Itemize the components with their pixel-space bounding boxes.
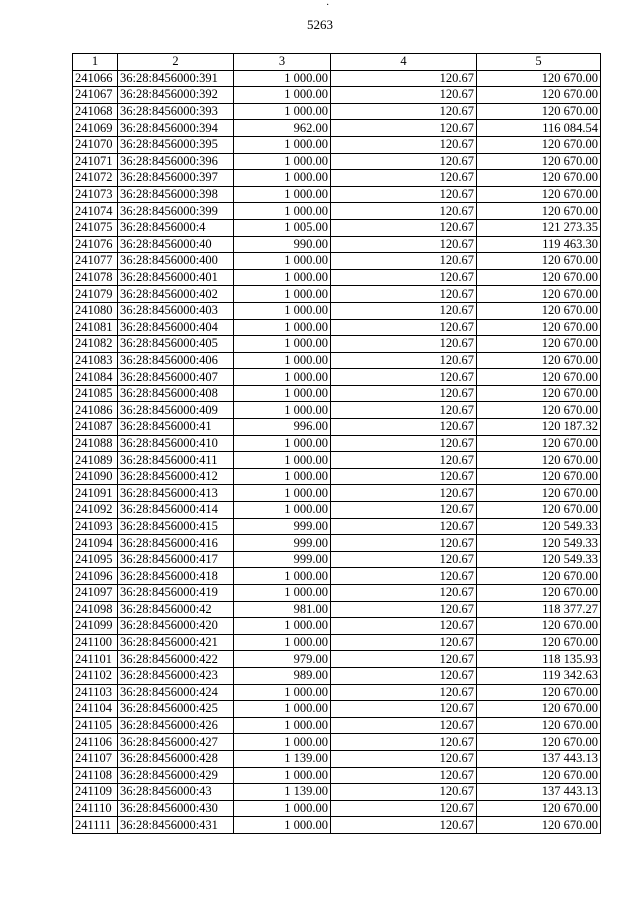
row-number-cell: 241106	[73, 734, 118, 751]
row-number-cell: 241087	[73, 419, 118, 436]
value-cell: 120 670.00	[477, 800, 601, 817]
area-cell: 989.00	[234, 667, 331, 684]
value-cell: 120 670.00	[477, 336, 601, 353]
table-row	[73, 618, 601, 635]
row-number-cell: 241105	[73, 717, 118, 734]
cadastral-number-cell: 36:28:8456000:424	[118, 684, 234, 701]
table-row	[73, 800, 601, 817]
area-cell: 1 139.00	[234, 750, 331, 767]
rate-cell: 120.67	[331, 585, 477, 602]
cadastral-number-cell: 36:28:8456000:409	[118, 402, 234, 419]
value-cell: 120 670.00	[477, 385, 601, 402]
row-number-cell: 241107	[73, 750, 118, 767]
area-cell: 1 000.00	[234, 286, 331, 303]
page-mark: ·	[326, 0, 330, 11]
table-row	[73, 236, 601, 253]
rate-cell: 120.67	[331, 352, 477, 369]
area-cell: 1 000.00	[234, 585, 331, 602]
cadastral-number-cell: 36:28:8456000:394	[118, 120, 234, 137]
row-number-cell: 241072	[73, 170, 118, 187]
row-number-cell: 241092	[73, 502, 118, 519]
area-cell: 1 000.00	[234, 385, 331, 402]
area-cell: 981.00	[234, 601, 331, 618]
row-number-cell: 241081	[73, 319, 118, 336]
cadastral-number-cell: 36:28:8456000:41	[118, 419, 234, 436]
area-cell: 1 000.00	[234, 87, 331, 104]
table-row	[73, 585, 601, 602]
cadastral-number-cell: 36:28:8456000:417	[118, 551, 234, 568]
rate-cell: 120.67	[331, 385, 477, 402]
value-cell: 120 670.00	[477, 767, 601, 784]
value-cell: 120 670.00	[477, 568, 601, 585]
row-number-cell: 241067	[73, 87, 118, 104]
table-row	[73, 551, 601, 568]
table-row	[73, 767, 601, 784]
area-cell: 1 000.00	[234, 369, 331, 386]
cadastral-number-cell: 36:28:8456000:402	[118, 286, 234, 303]
value-cell: 120 670.00	[477, 717, 601, 734]
column-header-4: 4	[331, 54, 477, 71]
value-cell: 120 670.00	[477, 286, 601, 303]
cadastral-number-cell: 36:28:8456000:416	[118, 535, 234, 552]
row-number-cell: 241093	[73, 518, 118, 535]
cadastral-number-cell: 36:28:8456000:400	[118, 253, 234, 270]
table-row	[73, 302, 601, 319]
value-cell: 120 670.00	[477, 502, 601, 519]
rate-cell: 120.67	[331, 452, 477, 469]
table-row	[73, 385, 601, 402]
value-cell: 120 670.00	[477, 701, 601, 718]
table-row	[73, 203, 601, 220]
rate-cell: 120.67	[331, 485, 477, 502]
rate-cell: 120.67	[331, 170, 477, 187]
header-row	[73, 54, 601, 71]
row-number-cell: 241109	[73, 784, 118, 801]
table-row	[73, 468, 601, 485]
table-row	[73, 535, 601, 552]
row-number-cell: 241083	[73, 352, 118, 369]
area-cell: 1 000.00	[234, 302, 331, 319]
cadastral-number-cell: 36:28:8456000:418	[118, 568, 234, 585]
row-number-cell: 241070	[73, 136, 118, 153]
cadastral-value-table	[72, 53, 601, 834]
area-cell: 1 139.00	[234, 784, 331, 801]
rate-cell: 120.67	[331, 684, 477, 701]
area-cell: 1 000.00	[234, 618, 331, 635]
cadastral-number-cell: 36:28:8456000:431	[118, 817, 234, 834]
value-cell: 118 377.27	[477, 601, 601, 618]
value-cell: 120 187.32	[477, 419, 601, 436]
cadastral-number-cell: 36:28:8456000:422	[118, 651, 234, 668]
value-cell: 121 273.35	[477, 219, 601, 236]
area-cell: 999.00	[234, 535, 331, 552]
value-cell: 120 670.00	[477, 369, 601, 386]
cadastral-number-cell: 36:28:8456000:396	[118, 153, 234, 170]
table-row	[73, 684, 601, 701]
row-number-cell: 241100	[73, 634, 118, 651]
rate-cell: 120.67	[331, 618, 477, 635]
rate-cell: 120.67	[331, 286, 477, 303]
row-number-cell: 241101	[73, 651, 118, 668]
cadastral-number-cell: 36:28:8456000:406	[118, 352, 234, 369]
value-cell: 120 670.00	[477, 734, 601, 751]
column-header-3: 3	[234, 54, 331, 71]
area-cell: 962.00	[234, 120, 331, 137]
cadastral-number-cell: 36:28:8456000:420	[118, 618, 234, 635]
row-number-cell: 241103	[73, 684, 118, 701]
table-row	[73, 750, 601, 767]
rate-cell: 120.67	[331, 120, 477, 137]
table-row	[73, 369, 601, 386]
row-number-cell: 241097	[73, 585, 118, 602]
row-number-cell: 241091	[73, 485, 118, 502]
table-row	[73, 634, 601, 651]
value-cell: 120 670.00	[477, 634, 601, 651]
rate-cell: 120.67	[331, 568, 477, 585]
value-cell: 120 670.00	[477, 186, 601, 203]
area-cell: 1 000.00	[234, 701, 331, 718]
cadastral-number-cell: 36:28:8456000:4	[118, 219, 234, 236]
cadastral-number-cell: 36:28:8456000:415	[118, 518, 234, 535]
cadastral-number-cell: 36:28:8456000:393	[118, 103, 234, 120]
row-number-cell: 241071	[73, 153, 118, 170]
area-cell: 1 000.00	[234, 817, 331, 834]
rate-cell: 120.67	[331, 253, 477, 270]
rate-cell: 120.67	[331, 70, 477, 87]
value-cell: 137 443.13	[477, 750, 601, 767]
row-number-cell: 241074	[73, 203, 118, 220]
rate-cell: 120.67	[331, 369, 477, 386]
row-number-cell: 241111	[73, 817, 118, 834]
area-cell: 979.00	[234, 651, 331, 668]
rate-cell: 120.67	[331, 800, 477, 817]
value-cell: 120 670.00	[477, 352, 601, 369]
table-row	[73, 286, 601, 303]
rate-cell: 120.67	[331, 701, 477, 718]
area-cell: 990.00	[234, 236, 331, 253]
area-cell: 1 000.00	[234, 767, 331, 784]
cadastral-number-cell: 36:28:8456000:428	[118, 750, 234, 767]
cadastral-number-cell: 36:28:8456000:429	[118, 767, 234, 784]
row-number-cell: 241073	[73, 186, 118, 203]
area-cell: 1 000.00	[234, 253, 331, 270]
area-cell: 1 000.00	[234, 136, 331, 153]
value-cell: 120 549.33	[477, 535, 601, 552]
table-row	[73, 319, 601, 336]
cadastral-number-cell: 36:28:8456000:399	[118, 203, 234, 220]
cadastral-number-cell: 36:28:8456000:411	[118, 452, 234, 469]
cadastral-number-cell: 36:28:8456000:40	[118, 236, 234, 253]
table-row	[73, 352, 601, 369]
value-cell: 120 670.00	[477, 253, 601, 270]
row-number-cell: 241066	[73, 70, 118, 87]
table-row	[73, 601, 601, 618]
table-body	[73, 70, 601, 833]
row-number-cell: 241096	[73, 568, 118, 585]
table-row	[73, 701, 601, 718]
cadastral-number-cell: 36:28:8456000:419	[118, 585, 234, 602]
value-cell: 120 670.00	[477, 468, 601, 485]
row-number-cell: 241076	[73, 236, 118, 253]
page-number: 5263	[307, 17, 333, 32]
table-row	[73, 452, 601, 469]
rate-cell: 120.67	[331, 634, 477, 651]
row-number-cell: 241084	[73, 369, 118, 386]
cadastral-number-cell: 36:28:8456000:426	[118, 717, 234, 734]
table-row	[73, 784, 601, 801]
cadastral-number-cell: 36:28:8456000:397	[118, 170, 234, 187]
cadastral-number-cell: 36:28:8456000:414	[118, 502, 234, 519]
value-cell: 120 670.00	[477, 402, 601, 419]
rate-cell: 120.67	[331, 435, 477, 452]
cadastral-number-cell: 36:28:8456000:398	[118, 186, 234, 203]
rate-cell: 120.67	[331, 103, 477, 120]
row-number-cell: 241094	[73, 535, 118, 552]
table-row	[73, 651, 601, 668]
row-number-cell: 241082	[73, 336, 118, 353]
row-number-cell: 241085	[73, 385, 118, 402]
rate-cell: 120.67	[331, 817, 477, 834]
row-number-cell: 241088	[73, 435, 118, 452]
value-cell: 120 670.00	[477, 302, 601, 319]
table-row	[73, 136, 601, 153]
value-cell: 120 670.00	[477, 319, 601, 336]
area-cell: 1 000.00	[234, 800, 331, 817]
table-row	[73, 103, 601, 120]
cadastral-number-cell: 36:28:8456000:43	[118, 784, 234, 801]
row-number-cell: 241077	[73, 253, 118, 270]
value-cell: 120 670.00	[477, 153, 601, 170]
rate-cell: 120.67	[331, 236, 477, 253]
rate-cell: 120.67	[331, 136, 477, 153]
area-cell: 1 000.00	[234, 452, 331, 469]
value-cell: 120 670.00	[477, 585, 601, 602]
row-number-cell: 241078	[73, 269, 118, 286]
table-row	[73, 518, 601, 535]
value-cell: 120 549.33	[477, 551, 601, 568]
table-row	[73, 734, 601, 751]
row-number-cell: 241079	[73, 286, 118, 303]
rate-cell: 120.67	[331, 203, 477, 220]
area-cell: 1 000.00	[234, 684, 331, 701]
cadastral-number-cell: 36:28:8456000:408	[118, 385, 234, 402]
area-cell: 1 000.00	[234, 103, 331, 120]
area-cell: 1 000.00	[234, 717, 331, 734]
cadastral-number-cell: 36:28:8456000:410	[118, 435, 234, 452]
area-cell: 1 000.00	[234, 352, 331, 369]
value-cell: 116 084.54	[477, 120, 601, 137]
area-cell: 1 000.00	[234, 336, 331, 353]
value-cell: 120 670.00	[477, 485, 601, 502]
rate-cell: 120.67	[331, 419, 477, 436]
area-cell: 1 000.00	[234, 203, 331, 220]
rate-cell: 120.67	[331, 468, 477, 485]
rate-cell: 120.67	[331, 87, 477, 104]
table-row	[73, 186, 601, 203]
row-number-cell: 241090	[73, 468, 118, 485]
value-cell: 120 670.00	[477, 170, 601, 187]
area-cell: 999.00	[234, 551, 331, 568]
rate-cell: 120.67	[331, 750, 477, 767]
rate-cell: 120.67	[331, 784, 477, 801]
table-row	[73, 502, 601, 519]
area-cell: 1 000.00	[234, 153, 331, 170]
value-cell: 120 549.33	[477, 518, 601, 535]
rate-cell: 120.67	[331, 767, 477, 784]
area-cell: 999.00	[234, 518, 331, 535]
row-number-cell: 241108	[73, 767, 118, 784]
row-number-cell: 241095	[73, 551, 118, 568]
cadastral-number-cell: 36:28:8456000:391	[118, 70, 234, 87]
cadastral-number-cell: 36:28:8456000:412	[118, 468, 234, 485]
cadastral-number-cell: 36:28:8456000:392	[118, 87, 234, 104]
value-cell: 120 670.00	[477, 136, 601, 153]
table-row	[73, 170, 601, 187]
column-header-1: 1	[73, 54, 118, 71]
row-number-cell: 241099	[73, 618, 118, 635]
cadastral-number-cell: 36:28:8456000:407	[118, 369, 234, 386]
cadastral-number-cell: 36:28:8456000:427	[118, 734, 234, 751]
table-row	[73, 485, 601, 502]
area-cell: 1 000.00	[234, 485, 331, 502]
area-cell: 1 000.00	[234, 634, 331, 651]
rate-cell: 120.67	[331, 734, 477, 751]
value-cell: 120 670.00	[477, 684, 601, 701]
rate-cell: 120.67	[331, 319, 477, 336]
table-row	[73, 70, 601, 87]
cadastral-number-cell: 36:28:8456000:423	[118, 667, 234, 684]
area-cell: 1 000.00	[234, 568, 331, 585]
rate-cell: 120.67	[331, 302, 477, 319]
value-cell: 120 670.00	[477, 269, 601, 286]
table-row	[73, 402, 601, 419]
table-row	[73, 667, 601, 684]
table-row	[73, 717, 601, 734]
cadastral-number-cell: 36:28:8456000:421	[118, 634, 234, 651]
value-cell: 120 670.00	[477, 70, 601, 87]
cadastral-number-cell: 36:28:8456000:425	[118, 701, 234, 718]
cadastral-number-cell: 36:28:8456000:42	[118, 601, 234, 618]
table-row	[73, 419, 601, 436]
rate-cell: 120.67	[331, 153, 477, 170]
value-cell: 137 443.13	[477, 784, 601, 801]
rate-cell: 120.67	[331, 402, 477, 419]
area-cell: 1 000.00	[234, 170, 331, 187]
area-cell: 1 000.00	[234, 402, 331, 419]
row-number-cell: 241110	[73, 800, 118, 817]
value-cell: 118 135.93	[477, 651, 601, 668]
value-cell: 120 670.00	[477, 103, 601, 120]
row-number-cell: 241069	[73, 120, 118, 137]
rate-cell: 120.67	[331, 535, 477, 552]
cadastral-number-cell: 36:28:8456000:404	[118, 319, 234, 336]
area-cell: 1 000.00	[234, 186, 331, 203]
rate-cell: 120.67	[331, 186, 477, 203]
rate-cell: 120.67	[331, 219, 477, 236]
rate-cell: 120.67	[331, 269, 477, 286]
rate-cell: 120.67	[331, 551, 477, 568]
row-number-cell: 241089	[73, 452, 118, 469]
rate-cell: 120.67	[331, 717, 477, 734]
area-cell: 1 000.00	[234, 269, 331, 286]
value-cell: 120 670.00	[477, 87, 601, 104]
area-cell: 1 000.00	[234, 734, 331, 751]
area-cell: 1 000.00	[234, 502, 331, 519]
area-cell: 1 000.00	[234, 319, 331, 336]
table-row	[73, 568, 601, 585]
rate-cell: 120.67	[331, 667, 477, 684]
table-row	[73, 817, 601, 834]
value-cell: 119 342.63	[477, 667, 601, 684]
value-cell: 120 670.00	[477, 435, 601, 452]
rate-cell: 120.67	[331, 601, 477, 618]
table-row	[73, 435, 601, 452]
row-number-cell: 241102	[73, 667, 118, 684]
cadastral-number-cell: 36:28:8456000:395	[118, 136, 234, 153]
row-number-cell: 241080	[73, 302, 118, 319]
area-cell: 1 000.00	[234, 435, 331, 452]
value-cell: 120 670.00	[477, 618, 601, 635]
table-row	[73, 120, 601, 137]
value-cell: 119 463.30	[477, 236, 601, 253]
row-number-cell: 241075	[73, 219, 118, 236]
rate-cell: 120.67	[331, 518, 477, 535]
rate-cell: 120.67	[331, 502, 477, 519]
row-number-cell: 241086	[73, 402, 118, 419]
table-row	[73, 269, 601, 286]
area-cell: 996.00	[234, 419, 331, 436]
value-cell: 120 670.00	[477, 452, 601, 469]
value-cell: 120 670.00	[477, 817, 601, 834]
row-number-cell: 241068	[73, 103, 118, 120]
cadastral-number-cell: 36:28:8456000:430	[118, 800, 234, 817]
cadastral-number-cell: 36:28:8456000:401	[118, 269, 234, 286]
area-cell: 1 000.00	[234, 70, 331, 87]
area-cell: 1 005.00	[234, 219, 331, 236]
table-row	[73, 219, 601, 236]
cadastral-number-cell: 36:28:8456000:413	[118, 485, 234, 502]
area-cell: 1 000.00	[234, 468, 331, 485]
column-header-2: 2	[118, 54, 234, 71]
rate-cell: 120.67	[331, 336, 477, 353]
table-row	[73, 153, 601, 170]
rate-cell: 120.67	[331, 651, 477, 668]
row-number-cell: 241104	[73, 701, 118, 718]
value-cell: 120 670.00	[477, 203, 601, 220]
table-row	[73, 336, 601, 353]
row-number-cell: 241098	[73, 601, 118, 618]
cadastral-number-cell: 36:28:8456000:405	[118, 336, 234, 353]
cadastral-number-cell: 36:28:8456000:403	[118, 302, 234, 319]
table-row	[73, 253, 601, 270]
column-header-5: 5	[477, 54, 601, 71]
table-row	[73, 87, 601, 104]
